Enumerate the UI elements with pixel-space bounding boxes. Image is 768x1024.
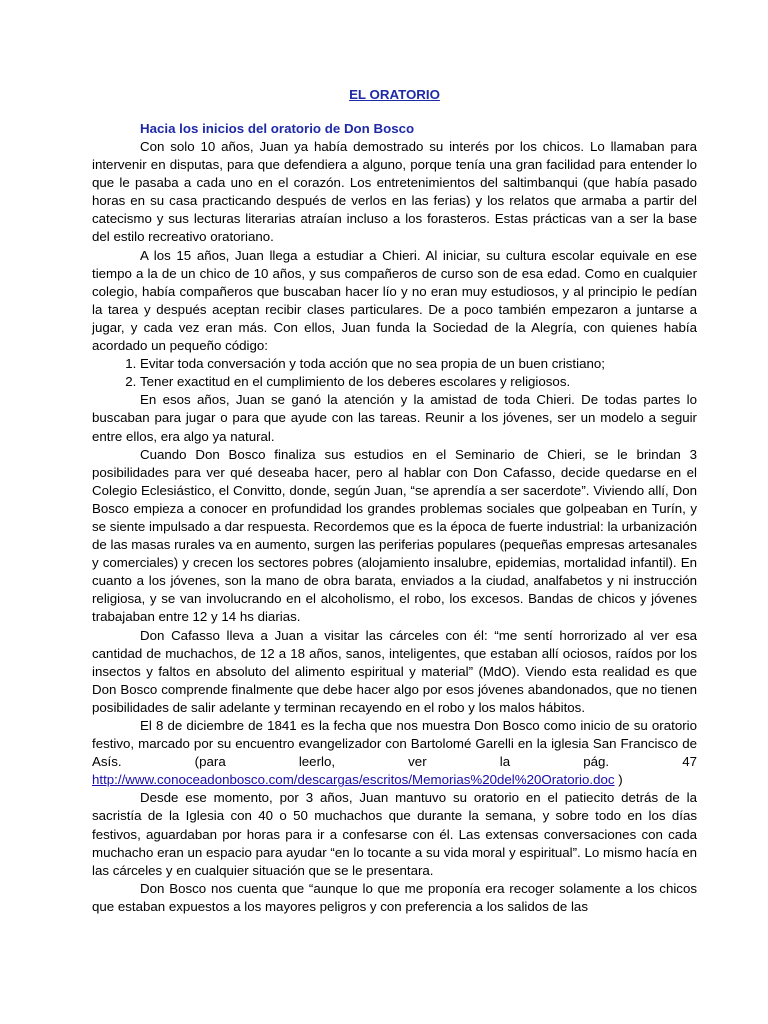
paragraph-tail: ): [614, 772, 623, 788]
page-title: EL ORATORIO: [349, 87, 440, 102]
paragraph: Desde ese momento, por 3 años, Juan mantuvo su oratorio en el patiecito detrás de la sacristía de la Iglesia con 40 o 50 muchachos que durante la semana, y sobre todo en los días festivos, aguardaban por horas para ir a confesarse con él. Las extensas conversaciones con cada muchacho eran un espacio para ayudar “en lo tocante a su vida moral y espiritual”. Lo mismo hacía en las cárceles y en cualquier situación que se le presentara.: [92, 790, 697, 878]
paragraph: Don Cafasso lleva a Juan a visitar las cárceles con él: “me sentí horrorizado al ver esa cantidad de muchachos, de 12 a 18 años, sanos, inteligentes, que estaban allí ociosos, raídos por los insectos y faltos en absoluto del alimento espiritual y material” (MdO). Viendo esta realidad es que Don Bosco comprende finalmente que debe hacer algo por esos jóvenes abandonados, que no tienen posibilidades de salir adelante y terminan recayendo en el robo y los malos hábitos.: [92, 627, 697, 715]
list-item: 2. Tener exactitud en el cumplimiento de los deberes escolares y religiosos.: [140, 373, 697, 391]
list-item: 1. Evitar toda conversación y toda acción que no sea propia de un buen cristiano;: [140, 355, 697, 373]
paragraph: A los 15 años, Juan llega a estudiar a Chieri. Al iniciar, su cultura escolar equivale en ese tiempo a la de un chico de 10 años, y sus compañeros de curso son de esa edad. Como en cualquier colegio, había compañeros que buscaban hacer lío y no eran muy estudiosos, y al principio le pedían la tarea y después aceptan recibir clases particulares. De a poco también empezaron a juntarse a jugar, y cada vez eran más. Con ellos, Juan funda la Sociedad de la Alegría, con quienes había acordado un pequeño código:: [92, 247, 697, 354]
code-rules-list: [92, 355, 697, 391]
paragraph: Con solo 10 años, Juan ya había demostrado su interés por los chicos. Lo llamaban para intervenir en disputas, para que defendiera a alguno, porque tenía una gran facilidad para entender lo que le pasaba a cada uno en el corazón. Los entretenimientos del saltimbanqui (que había pasado horas en su casa practicando después de verlos en las ferias) y los relatos que armaba a partir del catecismo y sus lecturas literarias atraían incluso a los forasteros. Estas prácticas van a ser la base del estilo recreativo oratoriano.: [92, 139, 697, 245]
paragraph: Don Bosco nos cuenta que “aunque lo que me proponía era recoger solamente a los chicos que estaban expuestos a los mayores peligros y con preferencia a los salidos de las: [92, 880, 697, 914]
section-subtitle: Hacia los inicios del oratorio de Don Bosco: [140, 121, 415, 136]
paragraph: Cuando Don Bosco finaliza sus estudios en el Seminario de Chieri, se le brindan 3 posibilidades para ver qué deseaba hacer, pero al hablar con Don Cafasso, decide quedarse en el Colegio Eclesiástico, el Convitto, donde, según Juan, “se aprendía a ser sacerdote”. Viviendo allí, Don Bosco empieza a conocer en profundidad los grandes problemas sociales que golpeaban en Turín, y se siente impulsado a dar respuesta. Recordemos que es la época de fuerte industrial: la urbanización de las masas rurales va en aumento, surgen las periferias populares (pequeñas empresas artesanales y comerciales) y crecen los sectores pobres (alojamiento insalubre, epidemias, mortalidad infantil). En cuanto a los jóvenes, son la mano de obra barata, enviados a la ciudad, analfabetos y ni instrucción religiosa, y se van involucrando en el alcoholismo, el robo, los excesos. Bandas de chicos y jóvenes trabajaban entre 12 y 14 hs diarias.: [92, 446, 697, 625]
memorias-link[interactable]: http://www.conoceadonbosco.com/descargas/escritos/Memorias%20del%20Oratorio.doc: [92, 772, 615, 788]
paragraph: En esos años, Juan se ganó la atención y la amistad de toda Chieri. De todas partes lo buscaban para jugar o para que ayude con las tareas. Reunir a los jóvenes, ser un modelo a seguir entre ellos, era algo ya natural.: [92, 392, 697, 444]
paragraph-text: El 8 de diciembre de 1841 es la fecha que nos muestra Don Bosco como inicio de su oratorio festivo, marcado por su encuentro evangelizador con Bartolomé Garelli en la iglesia San Francisco de Asís. (para leerlo, ver la pág. 47: [92, 718, 697, 770]
paragraph-festive-oratory: [92, 717, 697, 789]
